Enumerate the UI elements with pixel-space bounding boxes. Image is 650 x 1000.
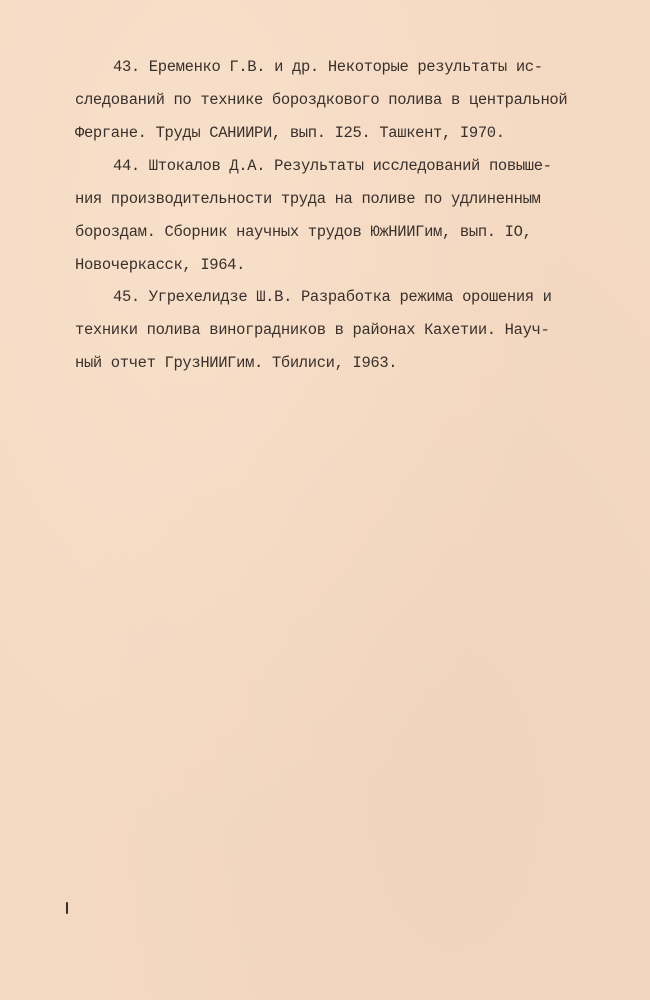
- bibliography-entry-43: [75, 51, 635, 150]
- entry-line: 45. Угрехелидзе Ш.В. Разработка режима орошения и: [113, 288, 552, 306]
- entry-line: Новочеркасск, I964.: [75, 256, 246, 274]
- bibliography-entry-45: [75, 281, 635, 380]
- entry-line: следований по технике бороздкового полива в центральной: [75, 91, 568, 109]
- entry-line: ния производительности труда на поливе по удлиненным: [75, 190, 541, 208]
- entry-line: ный отчет ГрузНИИГим. Тбилиси, I963.: [75, 354, 398, 372]
- ink-mark: [66, 902, 68, 914]
- bibliography-entry-44: [75, 150, 635, 282]
- entry-line: Фергане. Труды САНИИРИ, вып. I25. Ташкент, I970.: [75, 124, 505, 142]
- entry-line: 43. Еременко Г.В. и др. Некоторые результаты ис-: [113, 58, 543, 76]
- entry-line: 44. Штокалов Д.А. Результаты исследований повыше-: [113, 157, 552, 175]
- entry-line: техники полива виноградников в районах Кахетии. Науч-: [75, 321, 550, 339]
- entry-line: бороздам. Сборник научных трудов ЮжНИИГим, вып. IO,: [75, 223, 532, 241]
